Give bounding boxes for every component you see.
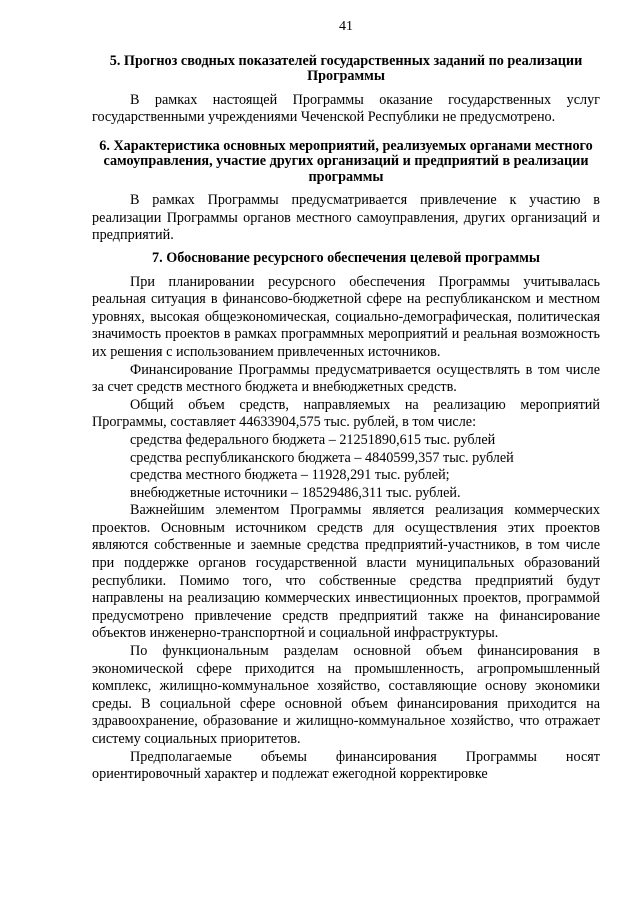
section-7-paragraph-5: По функциональным разделам основной объем финансирования в экономической сфере приходится на промышленность, агропромышленный комплекс, жилищно-коммунальное хозяйство, составляющие основу экономики среды. В социальной сфере основной объем финансирования приходится на здравоохранение, образование и жилищно-коммунальное хозяйство, что отражает систему социальных приоритетов. <box>92 643 600 747</box>
funding-item-extrabudgetary: внебюджетные источники – 18529486,311 тыс. рублей. <box>130 484 461 501</box>
funding-item-republican: средства республиканского бюджета – 4840599,357 тыс. рублей <box>130 449 514 466</box>
section-7-paragraph-4: Важнейшим элементом Программы является реализация коммерческих проектов. Основным источником средств для осуществления этих проектов являются собственные и заемные средства предприятий-участников, в том числе при поддержке органов государственной власти муниципальных образований республики. Помимо того, что собственные средства предприятий будут направлены на реализацию коммерческих инвестиционных проектов, программой предусмотрено привлечение средств предприятий также на финансирование объектов инженерно-транспортной и социальной инфраструктуры. <box>92 502 600 642</box>
section-7-paragraph-1: При планировании ресурсного обеспечения Программы учитывалась реальная ситуация в финансово-бюджетной сфере на республиканском и местном уровнях, высокая общеэкономическая, социально-демографическая, политическая значимость проектов в рамках программных мероприятий и реальная возможность их решения с использованием привлеченных источников. <box>92 273 600 360</box>
section-7-paragraph-2: Финансирование Программы предусматривается осуществлять в том числе за счет средств местного бюджета и внебюджетных средств. <box>92 361 600 396</box>
section-7-paragraph-6: Предполагаемые объемы финансирования Программы носят ориентировочный характер и подлежат ежегодной корректировке <box>92 748 600 783</box>
section-6-paragraph: В рамках Программы предусматривается привлечение к участию в реализации Программы органов местного самоуправления, других организаций и предприятий. <box>92 192 600 244</box>
funding-item-federal: средства федерального бюджета – 21251890,615 тыс. рублей <box>130 431 496 448</box>
funding-item-local: средства местного бюджета – 11928,291 тыс. рублей; <box>130 467 450 484</box>
section-6-heading: 6. Характеристика основных мероприятий, реализуемых органами местного самоуправления, участие других организаций и предприятий в реализации программы <box>99 137 593 185</box>
section-7-heading: 7. Обоснование ресурсного обеспечения целевой программы <box>152 250 540 267</box>
section-5-paragraph: В рамках настоящей Программы оказание государственных услуг государственными учреждениями Чеченской Республики не предусмотрено. <box>92 91 600 126</box>
section-7-paragraph-3: Общий объем средств, направляемых на реализацию мероприятий Программы, составляет 44633904,575 тыс. рублей, в том числе: <box>92 396 600 431</box>
page-number: 41 <box>339 19 353 34</box>
section-5-heading: 5. Прогноз сводных показателей государственных заданий по реализации Программы <box>109 52 583 85</box>
